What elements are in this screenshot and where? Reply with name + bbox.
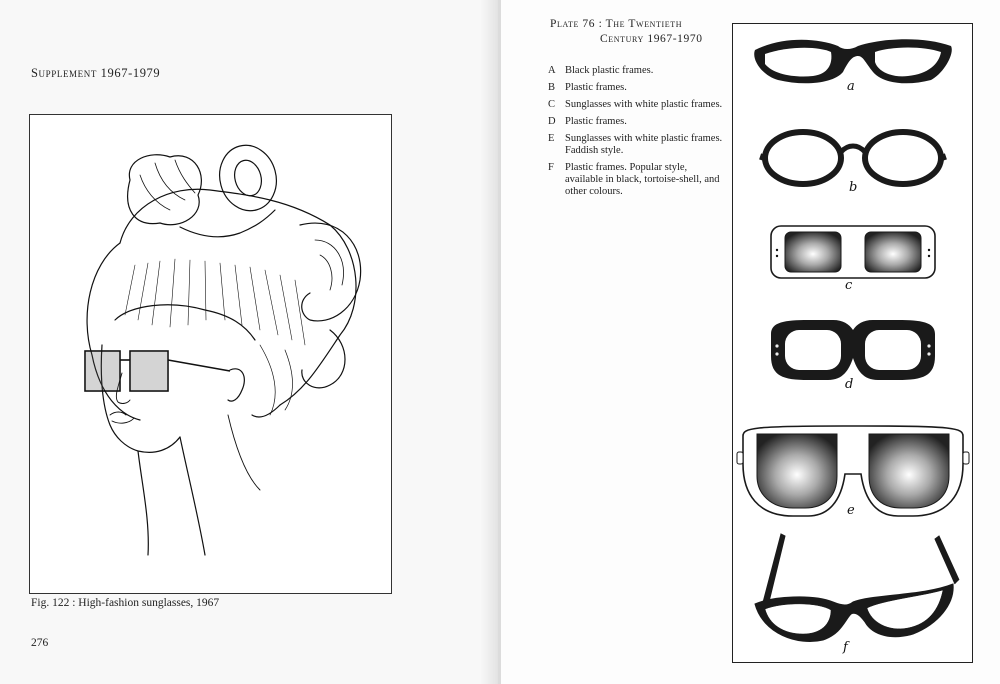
eyeglasses-plate [732, 23, 973, 663]
figure-caption: Fig. 122 : High-fashion sunglasses, 1967 [31, 597, 220, 609]
right-page [501, 0, 1000, 684]
glasses-b [761, 132, 945, 184]
glasses-d [771, 320, 935, 380]
legend-letter: A [548, 65, 556, 76]
page-number: 276 [31, 637, 49, 649]
plate-legend [548, 65, 723, 203]
legend-text: Plastic frames. [565, 116, 627, 127]
spine-shadow [480, 0, 498, 684]
legend-text: Plastic frames. [565, 82, 627, 93]
legend-item [548, 116, 723, 128]
legend-letter: D [548, 116, 556, 127]
glasses-c [771, 226, 935, 278]
plate-label-e: e [847, 503, 855, 518]
legend-item [548, 82, 723, 94]
legend-text: Black plastic frames. [565, 65, 654, 76]
legend-item [548, 99, 723, 111]
legend-letter: F [548, 162, 554, 173]
plate-label-f: f [843, 640, 848, 655]
plate-title [550, 17, 760, 47]
legend-text: Sunglasses with white plastic frames. Faddish style. [565, 133, 723, 156]
plate-label-d: d [845, 377, 854, 392]
figure-illustration [29, 114, 392, 594]
glasses-f [755, 534, 959, 642]
legend-item [548, 65, 723, 77]
plate-label-c: c [845, 278, 853, 293]
legend-letter: C [548, 99, 556, 110]
legend-letter: E [548, 133, 555, 144]
woman-with-sunglasses-drawing [30, 115, 391, 593]
legend-letter: B [548, 82, 556, 93]
legend-text: Plastic frames. Popular style, available in black, tortoise-shell, and other colours. [565, 162, 720, 197]
plate-title-line2: Century 1967-1970 [600, 33, 703, 45]
legend-item [548, 162, 723, 198]
plate-title-line1: Plate 76 : The Twentieth [550, 18, 683, 30]
running-head: Supplement 1967-1979 [31, 66, 161, 80]
legend-text: Sunglasses with white plastic frames. [565, 99, 723, 110]
left-page [0, 0, 498, 684]
eyeglasses-drawings [733, 24, 972, 662]
legend-item [548, 133, 723, 157]
plate-label-a: a [847, 79, 855, 94]
glasses-a [754, 39, 952, 83]
plate-label-b: b [849, 180, 858, 195]
